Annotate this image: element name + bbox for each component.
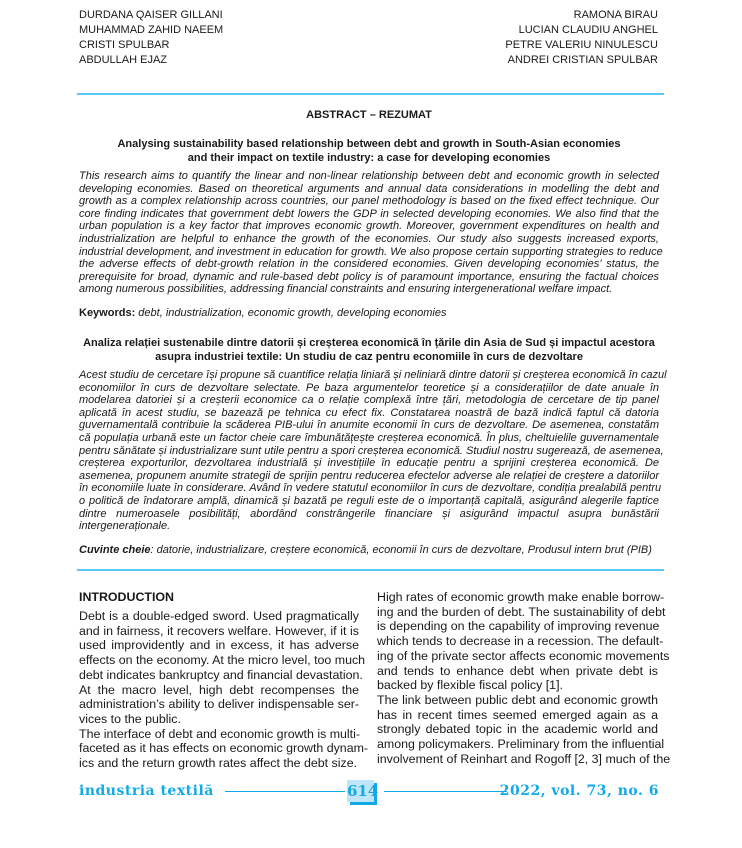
text-line: The interface of debt and economic growth is multi- [79,726,360,741]
text-line: dintre numeroasele posibilități, abordând constrângerile financiare și asigurând impactul asupra bunăstării [79,507,659,520]
text-line: and in fairness, it recovers welfare. However, if it is [79,623,359,638]
romanian-abstract [79,369,667,533]
footer-line-right [384,791,507,792]
text-line: faceted as it has effects on economic growth dynam- [79,741,369,756]
text-line: guvernamentală contribuie la scăderea PIB-ului în anumite economii în curs de dezvoltare. De asemenea, constatăm [79,419,659,432]
authors-left [79,8,223,68]
text-line: the adverse effects of debt-growth relation in the considered economies. Given developing economies’ status, the [79,258,659,271]
text-line: ing of the private sector affects economic movements [377,648,670,663]
text-line: RAMONA BIRAU [573,9,658,21]
text-line: modelarea datoriei și a creșterii economice ca o relație complexă între țări, metodologia de cercetare de tip panel [79,394,659,407]
issue-info: 2022, vol. 73, no. 6 [499,783,659,799]
english-title [79,137,659,165]
text-line: ing and the burden of debt. The sustainability of debt [377,604,666,619]
text-line: industrial development, and investment in education for growth. We also propose certain supporting strategies to reduce [79,245,663,258]
text-line: asupra industriei textile: Un studiu de caz pentru economiile în curs de dezvoltare [155,351,583,363]
romanian-title [79,336,659,364]
text-line: which tends to decrease in a recession. The default- [377,634,664,649]
text-line: High rates of economic growth make enable borrow- [377,590,665,604]
authors-right [505,8,658,68]
text-line: LUCIAN CLAUDIU ANGHEL [518,24,658,36]
text-line: and tends to enhance debt when private debt is [377,663,658,678]
text-line: prerequisite for broad, dynamic and rule-based debt policy is of paramount importance, ensuring the factual choices [79,270,659,283]
text-line: MUHAMMAD ZAHID NAEEM [79,24,224,36]
text-line: used improvidently and in excess, it has adverse [79,638,359,653]
text-line: This research aims to quantify the linear and non-linear relationship between debt and economic growth in selected [79,170,659,182]
text-line: among policymakers. Preliminary from the influential [377,737,665,752]
text-line: At the macro level, high debt recompenses the [79,682,359,697]
divider-top [77,93,664,95]
journal-name: industria textilă [79,783,214,799]
text-line: and their impact on textile industry: a case for developing economies [187,152,551,164]
text-line: intergeneraționale. [79,520,171,533]
page-number: 614 [347,782,379,800]
introduction-heading: INTRODUCTION [79,590,174,604]
text-line: CRISTI SPULBAR [79,39,170,51]
keywords-label: Keywords: [79,307,136,319]
text-line: involvement of Reinhart and Rogoff [2, 3] much of the [377,751,671,766]
text-line: creșterea exporturilor, dezvoltarea industrială și investițiile în educație pentru a sprijini creșterea economică. De [79,457,659,470]
divider-bottom [77,569,664,571]
text-line: aplicată în acest studiu, se bazează pe tehnica cu efect fix. Constatarea noastră de bază indică faptul că datoria [79,406,659,419]
text-line: vices to the public. [79,711,181,726]
text-line: administration’s ability to deliver indispensable ser- [79,697,359,712]
text-line: among numerous possibilities, addressing financial constraints and ensuring intergenerational welfare impact. [79,283,613,296]
text-line: core finding indicates that government debt lowers the GDP in selected developing economies. We also find that the [79,207,659,220]
text-line: că populația urbană este un factor cheie care îmbunătățește creșterea economică. În plus, cheltuielile guvernamentale [79,431,659,444]
text-line: developing economies. Based on theoretical arguments and annual data considerations in modelling the debt and [79,182,659,195]
text-line: ABDULLAH EJAZ [79,54,168,66]
text-line: Acest studiu de cercetare își propune să cuantifice relația liniară și neliniară dintre datorii și creșterea economică în cazul [79,369,667,381]
text-line: PETRE VALERIU NINULESCU [505,39,658,51]
text-line: economiilor în curs de dezvoltare selectate. Pe baza argumentelor teoretice și a considerațiilor de date anuale în [79,381,659,394]
text-line: effects on the economy. At the micro level, too much [79,653,366,668]
introduction-left-column [79,609,369,771]
text-line: strongly debated topic in the academic world and [377,722,658,737]
section-heading: ABSTRACT – REZUMAT [306,109,432,121]
text-line: Analysing sustainability based relationship between debt and growth in South-Asian economies [117,138,621,150]
text-line: pentru sănătate și industrializare sunt utile pentru a spori creșterea economică. Studiul nostru sugerează, de asemenea, [79,444,664,457]
text-line: ANDREI CRISTIAN SPULBAR [507,54,658,66]
text-line: debt indicates bankruptcy and financial devastation. [79,667,363,682]
text-line: is depending on the capability of improving revenue [377,619,660,634]
text-line: ics and the return growth rates affect the debt size. [79,756,358,771]
text-line: în economiile luate în considerare. Având în vedere statutul economiilor în curs de dezvoltare, condiția prealabilă pentru [79,482,662,495]
text-line: backed by flexible fiscal policy [1]. [377,678,563,693]
text-line: Debt is a double-edged sword. Used pragmatically [79,609,359,623]
text-line: growth as a complex relationship across countries, our panel methodology is based on the fixed effect technique. Our [79,195,659,208]
page-footer [79,780,659,810]
keywords-text: : datorie, industrializare, creștere economică, economii în curs de dezvoltare, Produsul intern brut (PIB) [150,544,652,556]
romanian-keywords [79,544,652,556]
english-keywords [79,307,446,319]
introduction-right-column [377,590,671,766]
text-line: Analiza relației sustenabile dintre datorii și creșterea economică în țările din Asia de Sud și impactul acestora [83,337,655,349]
keywords-label: Cuvinte cheie [79,544,151,556]
keywords-text: debt, industrialization, economic growth, developing economies [135,307,447,319]
text-line: The link between public debt and economic growth [377,692,658,707]
text-line: urban population is a key factor that improves economic growth. Moreover, government expenditures on health and [79,220,659,233]
text-line: o politică de îndatorare amplă, dinamică și bazată pe reguli este de o importanță capitală, asigurând alegerile faptice [79,494,659,507]
text-line: has in recent times seemed emerged again as a [377,707,658,722]
english-abstract [79,170,663,296]
text-line: asemenea, propunem anumite strategii de sprijin pentru reducerea efectelor adverse ale relației de creștere a datoriilor [79,469,659,482]
text-line: DURDANA QAISER GILLANI [79,9,223,21]
footer-line-left [225,791,345,792]
text-line: industrialization are helpful to enhance the growth of the economies. Our study also suggests increased exports, [79,232,659,245]
